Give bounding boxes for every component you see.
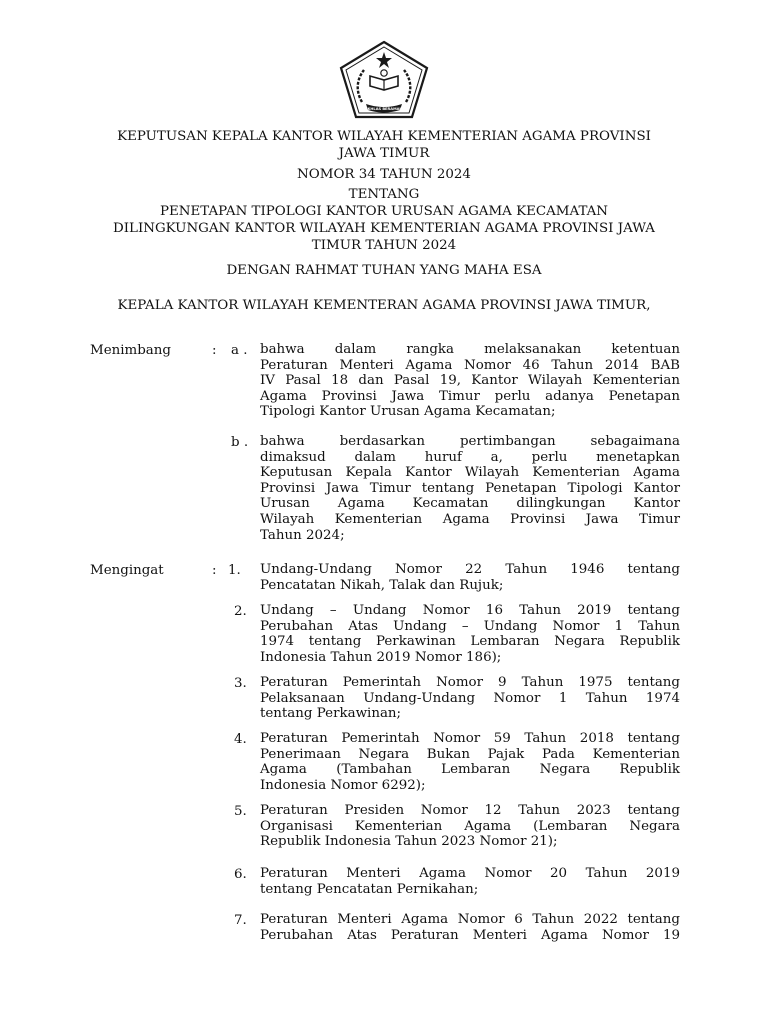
mengingat-marker-4: 4. bbox=[234, 732, 247, 747]
mengingat-item-2: Undang – Undang Nomor 16 Tahun 2019 tentang Perubahan Atas Undang – Undang Nomor 1 Tahun 1974 tentang Perkawinan Lembaran Negara Republik Indonesia Tahun 2019 Nomor 186); bbox=[260, 603, 680, 665]
document-title bbox=[60, 128, 708, 162]
mengingat-item-1: Undang-Undang Nomor 22 Tahun 1946 tentang Pencatatan Nikah, Talak dan Rujuk; bbox=[260, 562, 680, 593]
subject-line: TIMUR TAHUN 2024 bbox=[311, 238, 457, 253]
subject-line: DILINGKUNGAN KANTOR WILAYAH KEMENTERIAN AGAMA PROVINSI JAWA bbox=[113, 221, 655, 236]
document-subject bbox=[60, 186, 708, 254]
mengingat-marker-1: 1. bbox=[228, 563, 241, 578]
document-number: NOMOR 34 TAHUN 2024 bbox=[297, 167, 471, 182]
menimbang-colon: : bbox=[212, 343, 217, 358]
mengingat-marker-7: 7. bbox=[234, 913, 247, 928]
rahmat-line: DENGAN RAHMAT TUHAN YANG MAHA ESA bbox=[226, 263, 542, 278]
menimbang-marker-b: b . bbox=[231, 435, 249, 450]
title-line: JAWA TIMUR bbox=[338, 146, 430, 161]
mengingat-item-6: Peraturan Menteri Agama Nomor 20 Tahun 2019 tentang Pencatatan Pernikahan; bbox=[260, 866, 680, 897]
mengingat-item-7: Peraturan Menteri Agama Nomor 6 Tahun 2022 tentang Perubahan Atas Peraturan Menteri Agama Nomor 19 bbox=[260, 912, 680, 943]
menimbang-marker-a: a . bbox=[231, 343, 248, 358]
subject-line: PENETAPAN TIPOLOGI KANTOR URUSAN AGAMA KECAMATAN bbox=[159, 204, 609, 219]
mengingat-marker-5: 5. bbox=[234, 804, 247, 819]
mengingat-marker-3: 3. bbox=[234, 676, 247, 691]
mengingat-item-3: Peraturan Pemerintah Nomor 9 Tahun 1975 tentang Pelaksanaan Undang-Undang Nomor 1 Tahun 1974 tentang Perkawinan; bbox=[260, 675, 680, 722]
mengingat-marker-6: 6. bbox=[234, 867, 247, 882]
tentang-label: TENTANG bbox=[348, 187, 420, 202]
menimbang-label: Menimbang bbox=[90, 343, 171, 358]
kemenag-emblem-icon bbox=[338, 40, 430, 120]
menimbang-item-b: bahwa berdasarkan pertimbangan sebagaimana dimaksud dalam huruf a, perlu menetapkan Keputusan Kepala Kantor Wilayah Kementerian Agama Provinsi Jawa Timur tentang Penetapan Tipologi Kantor Urusan Agama Kecamatan dilingkungan Kantor Wilayah Kementerian Agama Provinsi Jawa Timur Tahun 2024; bbox=[260, 434, 680, 543]
menimbang-item-a: bahwa dalam rangka melaksanakan ketentuan Peraturan Menteri Agama Nomor 46 Tahun 2014 BAB IV Pasal 18 dan Pasal 19, Kantor Wilayah Kementerian Agama Provinsi Jawa Timur perlu adanya Penetapan Tipologi Kantor Urusan Agama Kecamatan; bbox=[260, 342, 680, 420]
mengingat-item-5: Peraturan Presiden Nomor 12 Tahun 2023 tentang Organisasi Kementerian Agama (Lembaran Negara Republik Indonesia Tahun 2023 Nomor 21); bbox=[260, 803, 680, 850]
kepala-line: KEPALA KANTOR WILAYAH KEMENTERAN AGAMA PROVINSI JAWA TIMUR, bbox=[117, 298, 651, 313]
mengingat-marker-2: 2. bbox=[234, 604, 247, 619]
mengingat-label: Mengingat bbox=[90, 563, 164, 578]
mengingat-colon: : bbox=[212, 563, 217, 578]
mengingat-item-4: Peraturan Pemerintah Nomor 59 Tahun 2018 tentang Penerimaan Negara Bukan Pajak Pada Kementerian Agama (Tambahan Lembaran Negara Republik Indonesia Nomor 6292); bbox=[260, 731, 680, 793]
title-line: KEPUTUSAN KEPALA KANTOR WILAYAH KEMENTERIAN AGAMA PROVINSI bbox=[117, 129, 651, 144]
emblem-motto: IKHLAS BERAMAL bbox=[366, 107, 402, 111]
